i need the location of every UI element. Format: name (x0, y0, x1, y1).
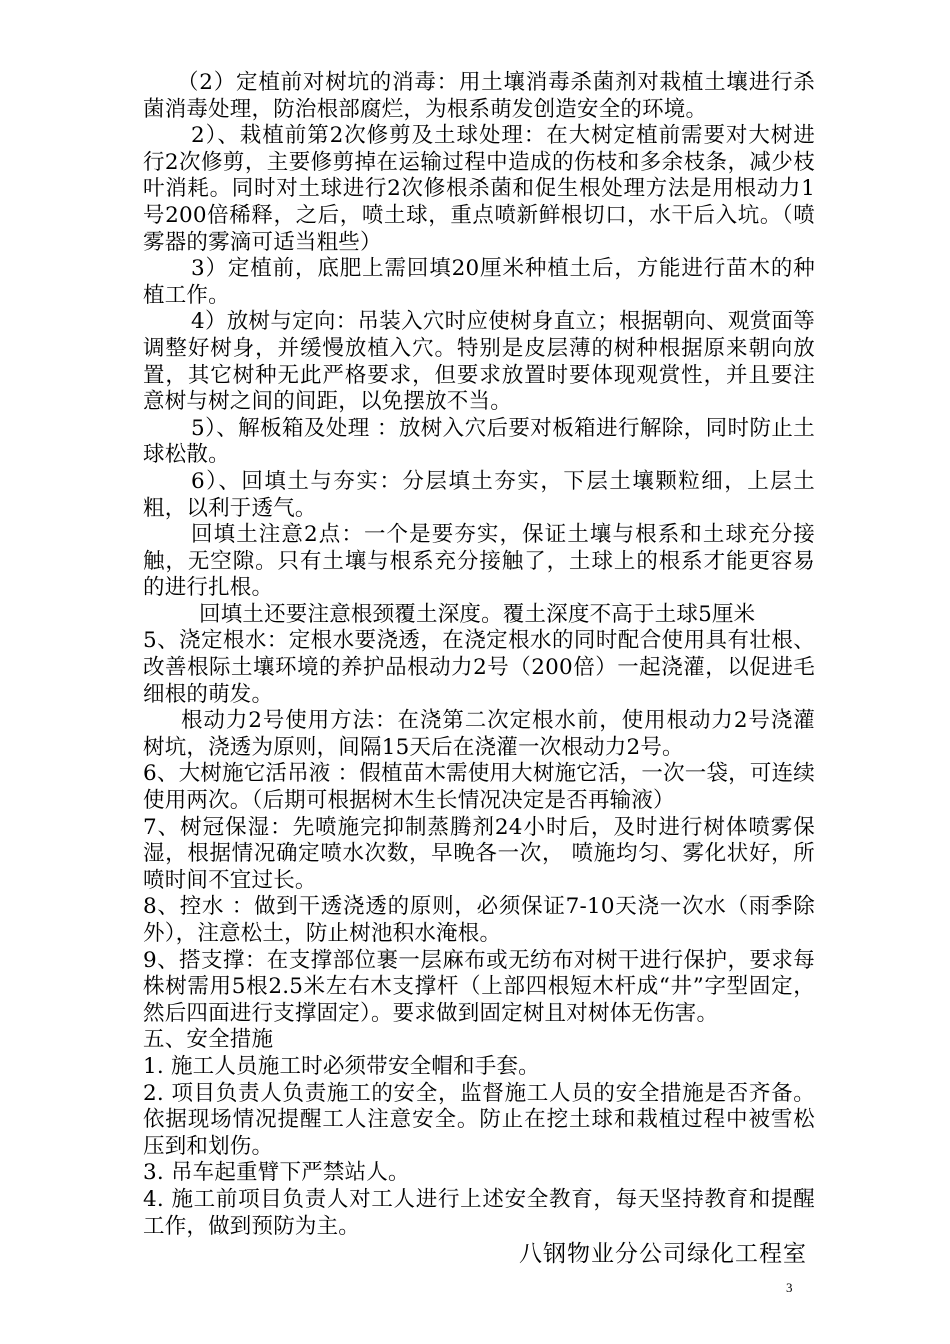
paragraph: 7、树冠保湿：先喷施完抑制蒸腾剂24小时后，及时进行树体喷雾保湿，根据情况确定喷水次数，早晚各一次， 喷施均匀、雾化状好，所喷时间不宜过长。 (143, 814, 815, 893)
paragraph: 4. 施工前项目负责人对工人进行上述安全教育，每天坚持教育和提醒工作，做到预防为主。 (143, 1186, 815, 1239)
paragraph: 8、控水 ：做到干透浇透的原则，必须保证7-10天浇一次水（雨季除外），注意松土，防止树池积水淹根。 (143, 894, 815, 946)
document-body (143, 70, 815, 1240)
paragraph: 回填土注意2点：一个是要夯实，保证土壤与根系和土球充分接触，无空隙。只有土壤与根系充分接触了，土球上的根系才能更容易的进行扎根。 (143, 522, 815, 601)
page-number: 3 (786, 1280, 793, 1295)
paragraph: （2）定植前对树坑的消毒：用土壤消毒杀菌剂对栽植土壤进行杀菌消毒处理，防治根部腐烂，为根系萌发创造安全的环境。 (143, 70, 815, 122)
paragraph: 3）定植前，底肥上需回填20厘米种植土后，方能进行苗木的种植工作。 (143, 256, 815, 308)
paragraph: 4）放树与定向：吊装入穴时应使树身直立；根据朝向、观赏面等调整好树身，并缓慢放植入穴。特别是皮层薄的树种根据原来朝向放置，其它树种无此严格要求，但要求放置时要体现观赏性，并且要注意树与树之间的间距，以免摆放不当。 (143, 309, 815, 415)
paragraph: 回填土还要注意根颈覆土深度。覆土深度不高于土球5厘米 (199, 601, 756, 627)
paragraph: 3. 吊车起重臂下严禁站人。 (143, 1160, 410, 1186)
paragraph: 9、搭支撑：在支撑部位裹一层麻布或无纺布对树干进行保护，要求每株树需用5根2.5米左右木支撑杆（上部四根短木杆成“井”字型固定，然后四面进行支撑固定）。要求做到固定树且对树体无伤害。 (143, 947, 815, 1026)
paragraph: 根动力2号使用方法：在浇第二次定根水前，使用根动力2号浇灌树坑，浇透为原则，间隔15天后在浇灌一次根动力2号。 (143, 708, 815, 760)
paragraph: 五、安全措施 (143, 1027, 274, 1053)
signature: 八钢物业分公司绿化工程室 (519, 1241, 807, 1267)
paragraph: 5）、解板箱及处理 ：放树入穴后要对板箱进行解除，同时防止土球松散。 (143, 415, 815, 468)
paragraph: 1. 施工人员施工时必须带安全帽和手套。 (143, 1053, 540, 1079)
paragraph: 6、大树施它活吊液 ：假植苗木需使用大树施它活，一次一袋，可连续使用两次。（后期可根据树木生长情况决定是否再输液） (143, 761, 815, 814)
paragraph: 6）、回填土与夯实：分层填土夯实，下层土壤颗粒细，上层土粗，以利于透气。 (143, 468, 815, 521)
paragraph: 5、浇定根水：定根水要浇透，在浇定根水的同时配合使用具有壮根、改善根际土壤环境的养护品根动力2号（200倍）一起浇灌，以促进毛细根的萌发。 (143, 628, 815, 707)
paragraph: 2）、栽植前第2次修剪及土球处理：在大树定植前需要对大树进行2次修剪，主要修剪掉在运输过程中造成的伤枝和多余枝条，减少枝叶消耗。同时对土球进行2次修根杀菌和促生根处理方法是用根动力1号200倍稀释，之后，喷土球，重点喷新鲜根切口，水干后入坑。（喷雾器的雾滴可适当粗些） (143, 123, 815, 255)
paragraph: 2. 项目负责人负责施工的安全，监督施工人员的安全措施是否齐备。依据现场情况提醒工人注意安全。防止在挖土球和栽植过程中被雪松压到和划伤。 (143, 1080, 815, 1159)
